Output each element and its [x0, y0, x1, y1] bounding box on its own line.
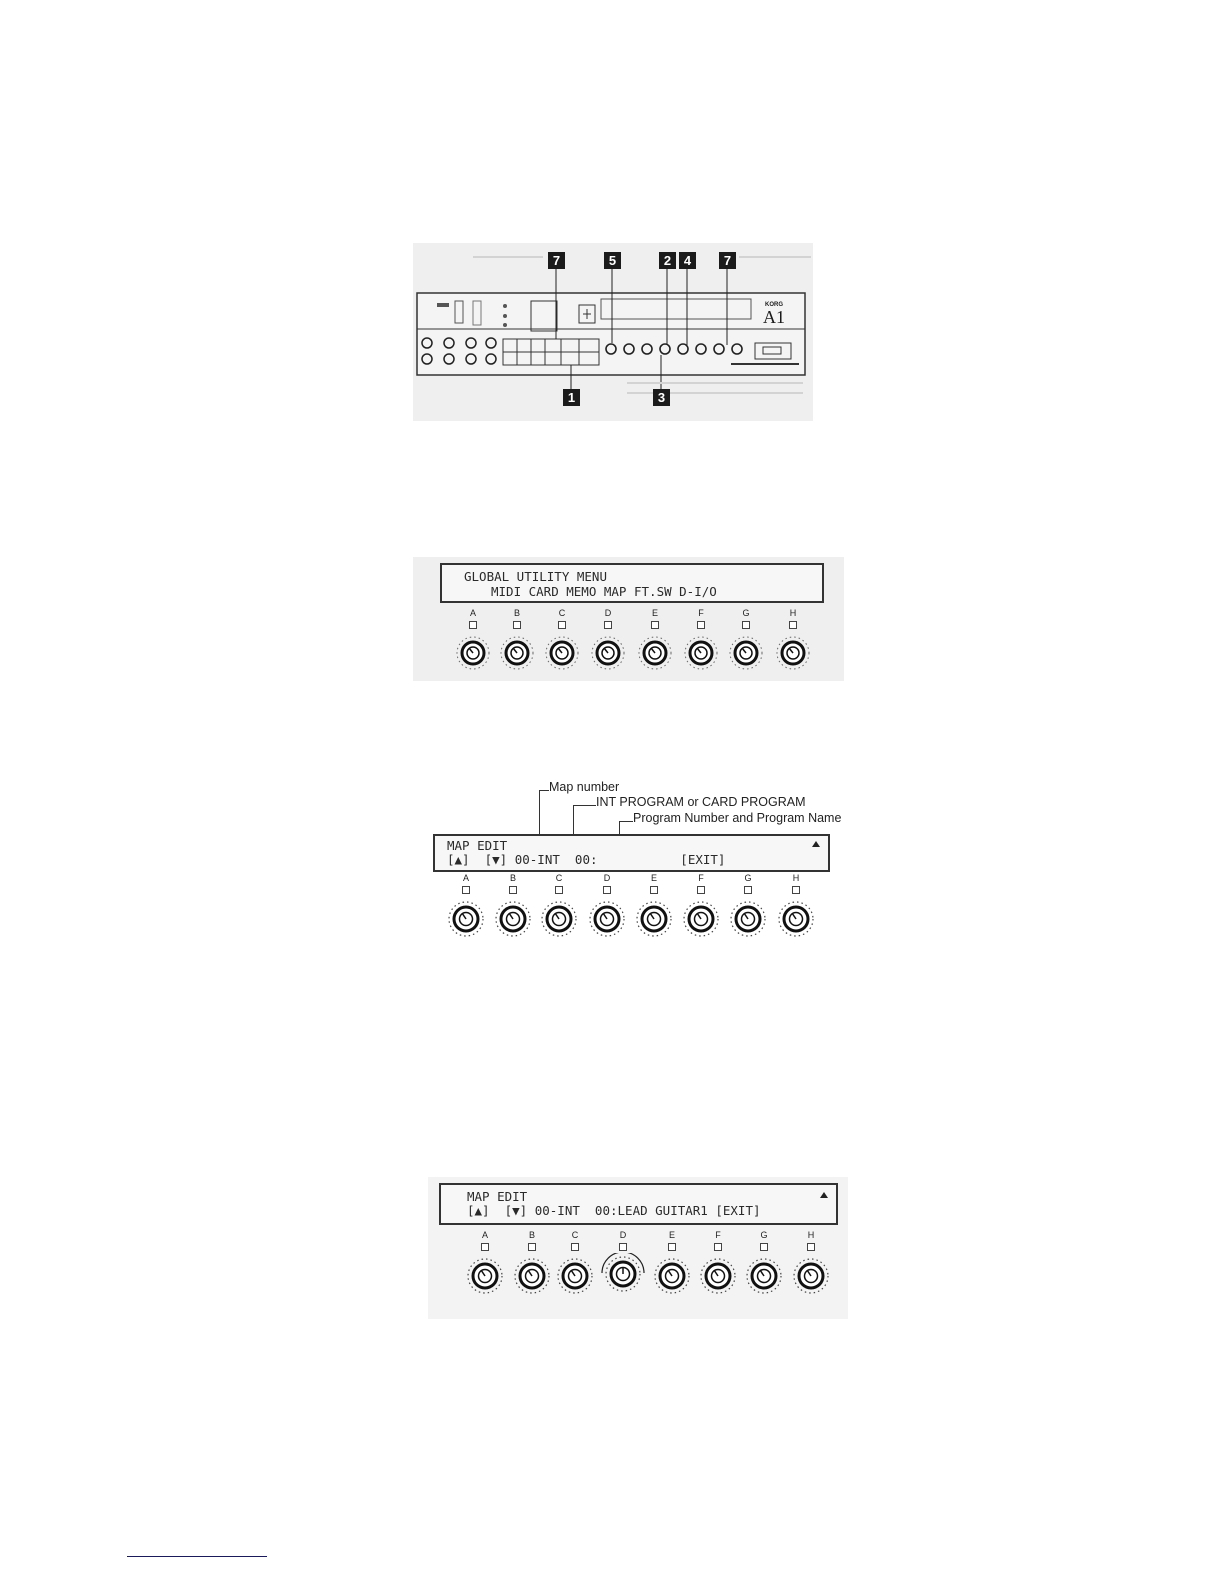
knob-dial-icon — [775, 635, 811, 671]
knob-b[interactable]: B — [483, 872, 543, 938]
lcd-line-2: [▲] [▼] 00-INT 00: [EXIT] — [447, 852, 726, 867]
knob-d[interactable]: D — [577, 872, 637, 938]
knob-a[interactable]: A — [455, 1229, 515, 1295]
knob-b[interactable]: B — [502, 1229, 562, 1295]
knob-h[interactable]: H — [766, 872, 826, 938]
knob-f[interactable]: F — [671, 607, 731, 671]
marker-5: 5 — [604, 252, 621, 269]
knob-a[interactable]: A — [443, 607, 503, 671]
knob-dial-icon — [728, 635, 764, 671]
knob-dial-icon — [745, 1257, 783, 1295]
knob-f[interactable]: F — [688, 1229, 748, 1295]
footer-rule — [127, 1556, 267, 1557]
knob-dial-icon — [544, 635, 580, 671]
marker-2: 2 — [659, 252, 676, 269]
map-edit-program-figure — [428, 1177, 848, 1319]
knob-dial-icon — [494, 900, 532, 938]
brand-label: KORG — [765, 302, 783, 308]
knob-dial-icon — [699, 1257, 737, 1295]
marker-7-left: 7 — [548, 252, 565, 269]
knob-dial-icon — [588, 900, 626, 938]
knob-dial-icon — [447, 900, 485, 938]
knob-e[interactable]: E — [625, 607, 685, 671]
knob-dial-icon — [653, 1257, 691, 1295]
scroll-up-icon — [812, 841, 820, 847]
lcd-display — [433, 834, 830, 872]
knob-dial-icon — [635, 900, 673, 938]
knob-c[interactable]: C — [532, 607, 592, 671]
lcd-line-1: MAP EDIT — [467, 1189, 528, 1204]
marker-4: 4 — [679, 252, 696, 269]
knob-g[interactable]: G — [734, 1229, 794, 1295]
knob-dial-icon — [499, 635, 535, 671]
callout-map-number: Map number — [549, 780, 620, 794]
marker-3: 3 — [653, 389, 670, 406]
map-edit-callout-figure — [420, 778, 875, 944]
knob-dial-icon — [556, 1257, 594, 1295]
knob-g[interactable]: G — [716, 607, 776, 671]
lcd-display — [440, 563, 824, 603]
lcd-line-1: MAP EDIT — [447, 838, 508, 853]
knob-a[interactable]: A — [436, 872, 496, 938]
knob-h[interactable]: H — [781, 1229, 841, 1295]
knob-dial-icon — [729, 900, 767, 938]
knob-f[interactable]: F — [671, 872, 731, 938]
knob-e[interactable]: E — [642, 1229, 702, 1295]
scroll-up-icon — [820, 1192, 828, 1198]
lcd-line-1: GLOBAL UTILITY MENU — [464, 569, 607, 584]
knob-g[interactable]: G — [718, 872, 778, 938]
knob-dial-icon — [683, 635, 719, 671]
knob-h[interactable]: H — [763, 607, 823, 671]
global-utility-figure — [413, 557, 844, 681]
knob-dial-icon — [682, 900, 720, 938]
knob-dial-icon — [637, 635, 673, 671]
knob-dial-icon — [455, 635, 491, 671]
knob-c[interactable]: C — [529, 872, 589, 938]
callout-program-number-name: Program Number and Program Name — [633, 811, 842, 825]
lcd-display — [439, 1183, 838, 1225]
knob-dial-icon — [540, 900, 578, 938]
marker-1: 1 — [563, 389, 580, 406]
front-panel-figure — [413, 243, 813, 421]
knob-dial-icon — [466, 1257, 504, 1295]
knob-e[interactable]: E — [624, 872, 684, 938]
knob-d[interactable]: D — [578, 607, 638, 671]
front-panel-drawing — [413, 243, 813, 421]
callout-int-card-program: INT PROGRAM or CARD PROGRAM — [596, 795, 806, 809]
lcd-line-2: MIDI CARD MEMO MAP FT.SW D-I/O — [491, 584, 717, 599]
marker-7-right: 7 — [719, 252, 736, 269]
knob-b[interactable]: B — [487, 607, 547, 671]
lcd-line-2: [▲] [▼] 00-INT 00:LEAD GUITAR1 [EXIT] — [467, 1203, 761, 1218]
knob-d[interactable]: D — [593, 1229, 653, 1293]
model-label: A1 — [763, 307, 785, 327]
knob-dial-icon — [777, 900, 815, 938]
knob-dial-turned-icon — [598, 1253, 648, 1293]
knob-dial-icon — [590, 635, 626, 671]
knob-c[interactable]: C — [545, 1229, 605, 1295]
knob-dial-icon — [792, 1257, 830, 1295]
